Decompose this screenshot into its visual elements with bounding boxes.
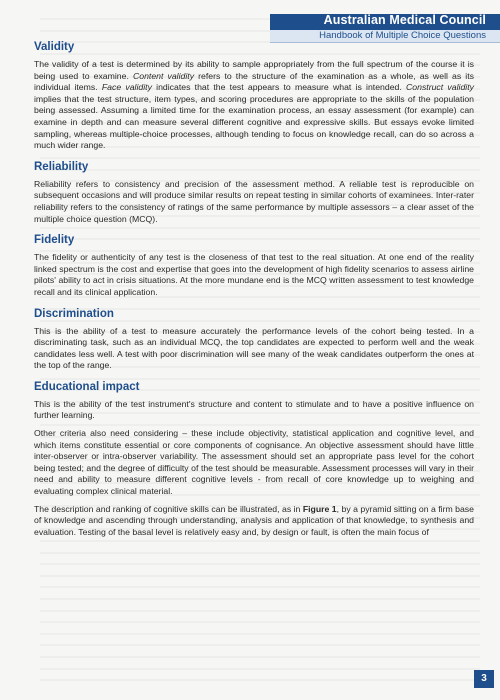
- section-educational-impact: [34, 381, 474, 539]
- header-brand: Australian Medical Council: [323, 13, 486, 27]
- section-discrimination: [34, 308, 474, 372]
- show-through-line: [40, 656, 480, 658]
- header-subtitle: Handbook of Multiple Choice Questions: [319, 30, 486, 41]
- show-through-line: [40, 633, 480, 635]
- section-heading: Discrimination: [34, 307, 114, 320]
- section-heading: Reliability: [34, 160, 89, 173]
- page-number: 3: [474, 670, 494, 688]
- body-paragraph: This is the ability of a test to measure accurately the performance levels of the cohort being tested. In a discriminating task, such as an individual MCQ, the top candidates are expected to perform well and the weak candidates less well. A test with poor discrimination will see many of the weak candidates outperform the ones at the top of the range.: [34, 325, 474, 371]
- show-through-line: [40, 552, 480, 554]
- section-reliability: [34, 161, 474, 225]
- body-paragraph: The validity of a test is determined by its ability to sample appropriately from the full spectrum of the course it is being used to examine. Content validity refers to the structure of the examination as a whole, as well as its individual items. Face validity indicates that the test appears to measure what is intended. Construct validity implies that the test structure, item types, and scoring procedures are appropriate to the skills of the population being assessed. Assuming a limited time for the examination process, an essay assessment (for example) can examine in depth and can measure several different cognitive and expressive skills. But essays evoke limited sampling, whereas multiple-choice processes, although tending to focus on knowledge recall, can do so across a much wider range.: [34, 59, 474, 151]
- show-through-line: [40, 610, 480, 612]
- body-paragraph: The fidelity or authenticity of any test is the closeness of that test to the real situation. At one end of the reality linked spectrum is the cost and expertise that goes into the development of high fidelity scenarios to assess airline pilots' ability to act in crisis situations. At the more mundane end is the MCQ written assessment to test knowledge recall and its clinical application.: [34, 252, 474, 297]
- body-paragraph: This is the ability of the test instrument's structure and content to stimulate and to have a positive influence on further learning.: [34, 398, 474, 421]
- page-content: [34, 41, 474, 547]
- show-through-line: [40, 575, 480, 577]
- section-fidelity: [34, 234, 474, 298]
- show-through-line: [40, 679, 480, 681]
- body-paragraph: The description and ranking of cognitive skills can be illustrated, as in Figure 1, by a pyramid sitting on a firm base of knowledge and ascending through understanding, analysis and application of that knowledge, to synthesis and evaluation. Testing of the basal level is relatively easy and, by design or fault, is often the main focus of: [34, 503, 474, 537]
- show-through-line: [40, 644, 480, 646]
- show-through-line: [40, 668, 480, 670]
- show-through-line: [40, 621, 480, 623]
- body-paragraph: Reliability refers to consistency and precision of the assessment method. A reliable test is reproducible on subsequent occasions and will produce similar results on repeat testing in similar cohorts of examinees. Inter-rater reliability refers to the consistency of ratings of the same performance by multiple assessors – a clear asset of the multiple choice question (MCQ).: [34, 178, 474, 224]
- show-through-line: [40, 563, 480, 565]
- show-through-line: [40, 598, 480, 600]
- body-paragraph: Other criteria also need considering – these include objectivity, statistical application and cognitive level, and which items constitute essential or core components of cognisance. An objective assessment should have little inter-observer or intra-observer variability. The assessment should set an appropriate pass level for the cohort being tested; and the degree of difficulty of the test should be measurable. Assessment processes will vary in their need and ability to measure different cognitive levels - from recall of core knowledge up to weighing and evaluating complex clinical material.: [34, 428, 474, 497]
- section-heading: Educational impact: [34, 380, 140, 393]
- section-heading: Validity: [34, 41, 75, 53]
- section-validity: [34, 41, 474, 152]
- page-header: [0, 0, 500, 40]
- section-heading: Fidelity: [34, 234, 75, 247]
- show-through-line: [40, 586, 480, 588]
